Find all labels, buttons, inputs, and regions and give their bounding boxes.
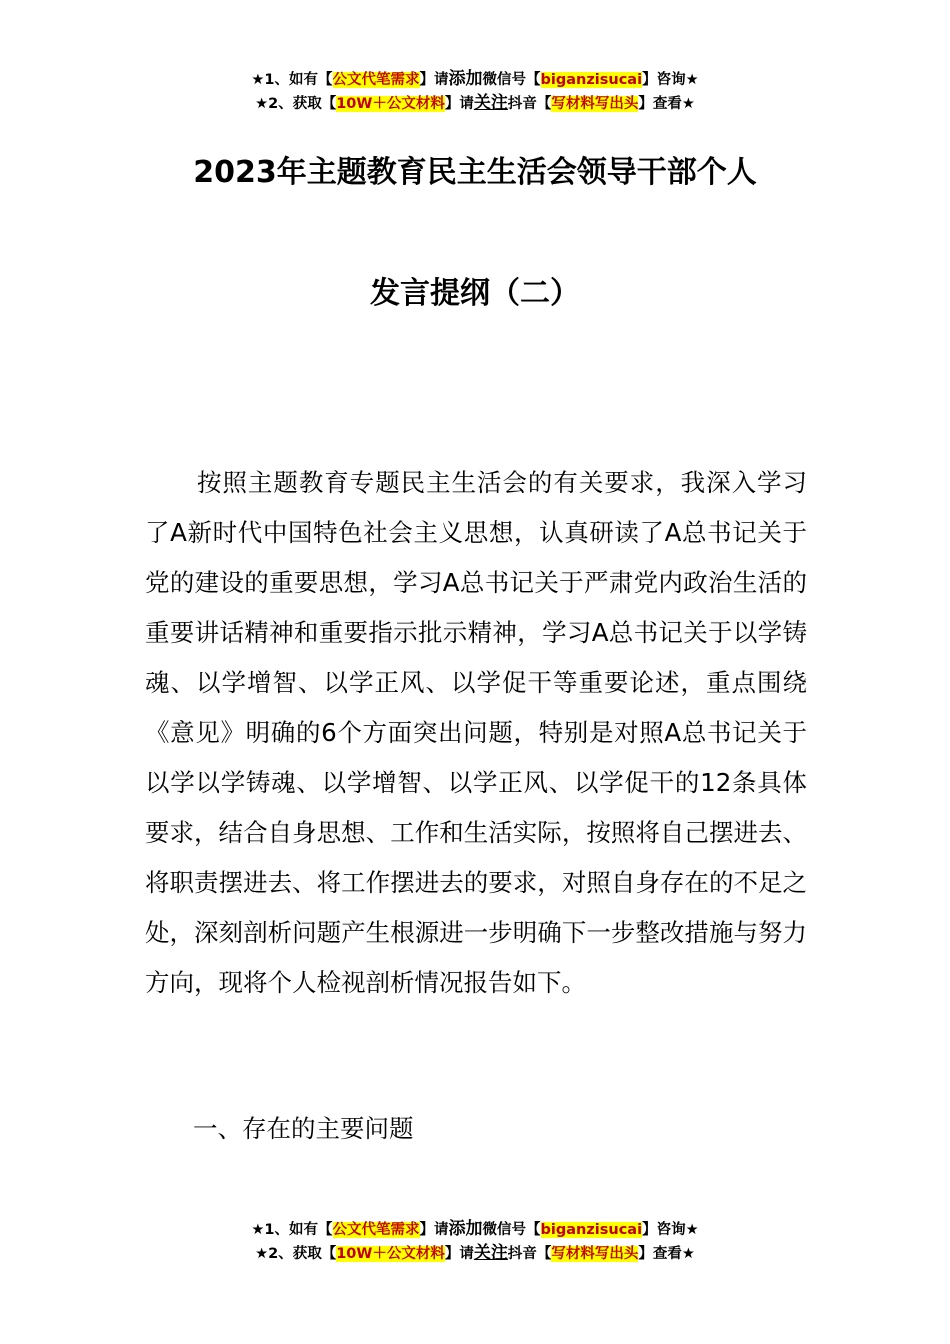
wechat-id-highlight: biganzisucai — [540, 72, 643, 88]
material-highlight: 10W＋公文材料 — [336, 1246, 445, 1262]
document-title-line-2: 发言提纲（二） — [370, 276, 580, 311]
service-highlight: 公文代笔需求 — [332, 1222, 420, 1238]
document-body — [145, 458, 807, 1008]
promo-banner-top — [0, 68, 950, 116]
douyin-highlight: 写材料写出头 — [551, 96, 639, 112]
section-heading: 一、存在的主要问题 — [193, 1114, 414, 1143]
douyin-highlight: 写材料写出头 — [551, 1246, 639, 1262]
intro-paragraph: 按照主题教育专题民主生活会的有关要求，我深入学习了A新时代中国特色社会主义思想，认真研读了A总书记关于党的建设的重要思想，学习A总书记关于严肃党内政治生活的重要讲话精神和重要指示批示精神，学习A总书记关于以学铸魂、以学增智、以学正风、以学促干等重要论述，重点围绕《意见》明确的6个方面突出问题，特别是对照A总书记关于以学以学铸魂、以学增智、以学正风、以学促干的12条具体要求，结合自身思想、工作和生活实际，按照将自己摆进去、将职责摆进去、将工作摆进去的要求，对照自身存在的不足之处，深刻剖析问题产生根源进一步明确下一步整改措施与努力方向，现将个人检视剖析情况报告如下。 — [145, 468, 807, 997]
service-highlight: 公文代笔需求 — [332, 72, 420, 88]
document-title-line-1: 2023年主题教育民主生活会领导干部个人 — [193, 155, 757, 190]
promo-banner-bottom — [0, 1218, 950, 1266]
wechat-id-highlight: biganzisucai — [540, 1222, 643, 1238]
promo-line-2: ★2、获取【10W＋公文材料】请关注抖音【写材料写出头】查看★ — [255, 1243, 695, 1263]
promo-line-2: ★2、获取【10W＋公文材料】请关注抖音【写材料写出头】查看★ — [255, 93, 695, 113]
material-highlight: 10W＋公文材料 — [336, 96, 445, 112]
promo-line-1: ★1、如有【公文代笔需求】请添加微信号【biganzisucai】咨询★ — [251, 1219, 699, 1239]
promo-line-1: ★1、如有【公文代笔需求】请添加微信号【biganzisucai】咨询★ — [251, 69, 699, 89]
